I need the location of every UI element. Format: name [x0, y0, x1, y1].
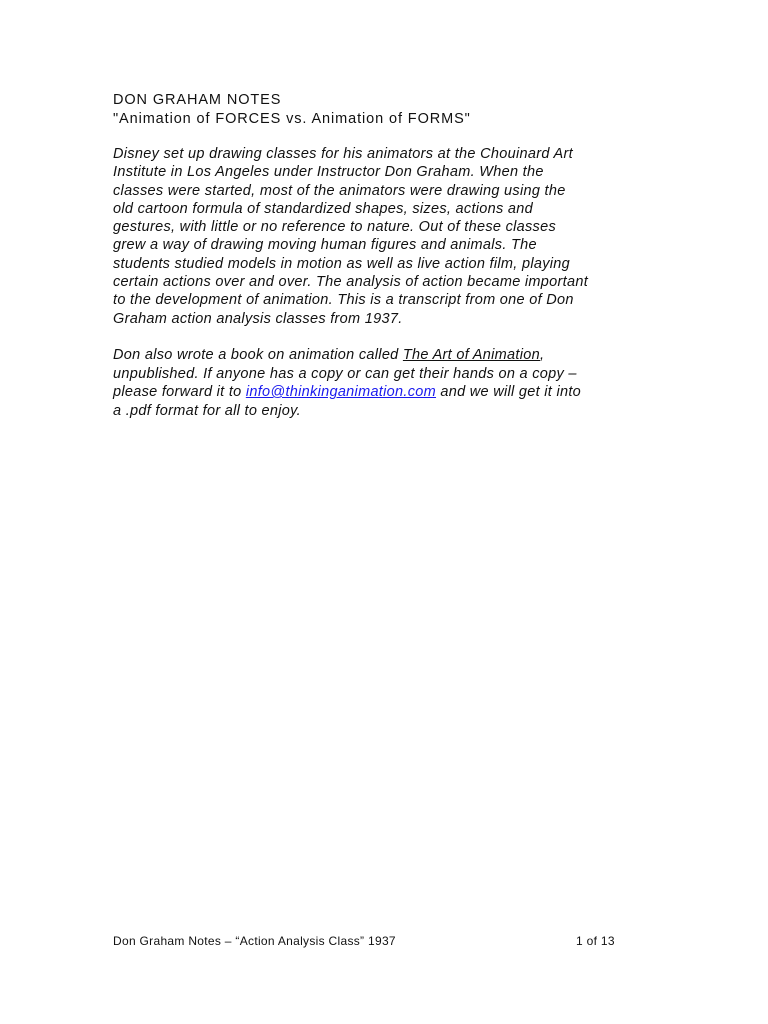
book-title: The Art of Animation [402, 347, 540, 363]
page-number: 1 of 13 [576, 934, 615, 948]
document-subtitle: "Animation of FORCES vs. Animation of FORMS" [113, 110, 471, 127]
intro-line: to the development of animation. This is a transcript from one of Don [113, 292, 574, 309]
book-line-1-suffix: , [540, 347, 545, 363]
book-line-1-prefix: Don also wrote a book on animation called [113, 347, 403, 363]
book-line-3-suffix: and we will get it into [436, 384, 582, 400]
intro-line: students studied models in motion as well as live action film, playing [113, 255, 571, 272]
document-title: DON GRAHAM NOTES [113, 92, 282, 108]
intro-line: old cartoon formula of standardized shapes, sizes, actions and [113, 200, 533, 217]
intro-line: gestures, with little or no reference to nature. Out of these classes [113, 219, 557, 236]
intro-paragraph [113, 145, 673, 328]
book-line-3 [113, 383, 673, 402]
book-line-3-prefix: please forward it to [113, 384, 246, 400]
intro-line: classes were started, most of the animators were drawing using the [113, 182, 566, 199]
intro-line: Disney set up drawing classes for his animators at the Chouinard Art [113, 146, 573, 162]
intro-line: grew a way of drawing moving human figures and animals. The [113, 237, 537, 254]
intro-line: certain actions over and over. The analysis of action became important [113, 274, 589, 291]
email-link[interactable]: info@thinkinganimation.com [245, 384, 437, 400]
book-line-2: unpublished. If anyone has a copy or can get their hands on a copy – [113, 365, 577, 382]
footer-title: Don Graham Notes – “Action Analysis Class” 1937 [113, 934, 396, 948]
book-paragraph [113, 346, 673, 420]
book-line-1 [113, 346, 673, 365]
book-line-4: a .pdf format for all to enjoy. [113, 402, 301, 419]
intro-line: Graham action analysis classes from 1937. [113, 310, 403, 327]
document-header [113, 91, 673, 128]
intro-line: Institute in Los Angeles under Instructor Don Graham. When the [113, 164, 544, 181]
